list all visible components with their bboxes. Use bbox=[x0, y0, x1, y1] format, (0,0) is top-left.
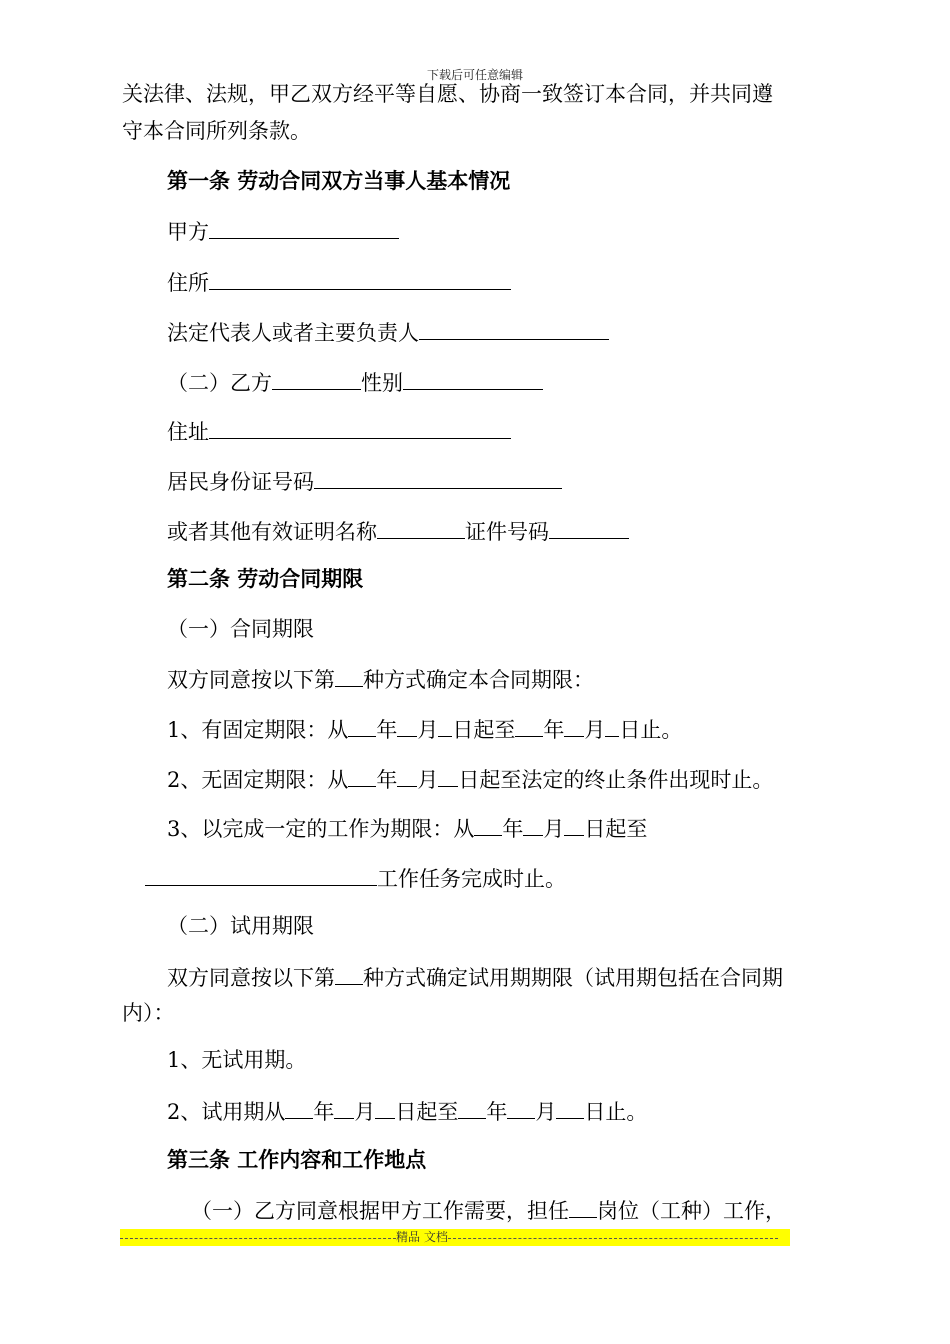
trial-dates-line bbox=[167, 1096, 647, 1126]
task-term-line bbox=[167, 813, 647, 843]
trial-method-blank bbox=[335, 962, 363, 985]
footer-dash-right bbox=[448, 1229, 778, 1239]
start-to-label: 日起至 bbox=[452, 718, 516, 742]
job-position-text-a: （一）乙方同意根据甲方工作需要，担任 bbox=[191, 1199, 569, 1223]
party-b-label: （二）乙方 bbox=[167, 371, 272, 395]
task-end-line bbox=[145, 863, 566, 893]
job-position-line bbox=[191, 1195, 786, 1225]
party-b-line bbox=[167, 367, 543, 397]
blank bbox=[564, 714, 584, 737]
residence-line bbox=[167, 267, 511, 297]
blank bbox=[474, 813, 502, 836]
task-blank bbox=[145, 863, 377, 886]
blank bbox=[507, 1096, 535, 1119]
year-label: 年 bbox=[486, 1100, 508, 1124]
other-cert-line bbox=[167, 516, 629, 546]
term-method-text-b: 种方式确定本合同期限： bbox=[363, 668, 594, 692]
cert-number-blank bbox=[549, 516, 629, 539]
open-term-label: 2、无固定期限：从 bbox=[167, 768, 349, 792]
contract-term-heading: （一）合同期限 bbox=[167, 617, 314, 641]
year-label: 年 bbox=[376, 718, 398, 742]
term-method-blank bbox=[335, 664, 363, 687]
footer-label: 精品 文档 bbox=[396, 1230, 448, 1244]
cert-number-label: 证件号码 bbox=[465, 520, 549, 544]
other-cert-label: 或者其他有效证明名称 bbox=[167, 520, 377, 544]
party-b-blank bbox=[272, 367, 361, 390]
blank bbox=[605, 714, 619, 737]
legal-rep-line bbox=[167, 317, 609, 347]
gender-label: 性别 bbox=[361, 371, 403, 395]
footer-dash-left bbox=[120, 1229, 396, 1239]
article-2-title: 第二条 劳动合同期限 bbox=[167, 566, 364, 591]
blank bbox=[458, 1096, 486, 1119]
trial-method-text-b: 种方式确定试用期期限（试用期包括在合同期 bbox=[363, 966, 783, 990]
id-number-blank bbox=[314, 466, 562, 489]
month-label: 月 bbox=[417, 768, 439, 792]
trial-method-text-a: 双方同意按以下第 bbox=[167, 966, 335, 990]
blank bbox=[564, 813, 584, 836]
address-blank bbox=[209, 416, 511, 439]
year-label: 年 bbox=[502, 817, 524, 841]
no-trial-line: 1、无试用期。 bbox=[167, 1048, 307, 1072]
blank bbox=[523, 813, 543, 836]
legal-rep-label: 法定代表人或者主要负责人 bbox=[167, 321, 419, 345]
term-method-text-a: 双方同意按以下第 bbox=[167, 668, 335, 692]
article-3-title: 第三条 工作内容和工作地点 bbox=[167, 1147, 427, 1172]
month-label: 月 bbox=[543, 817, 565, 841]
blank bbox=[397, 764, 417, 787]
page-header: 下载后可任意编辑 bbox=[426, 68, 523, 82]
blank bbox=[285, 1096, 313, 1119]
party-a-label: 甲方 bbox=[167, 220, 209, 244]
month-label: 月 bbox=[535, 1100, 557, 1124]
blank bbox=[334, 1096, 354, 1119]
year-label: 年 bbox=[543, 718, 565, 742]
blank bbox=[438, 764, 458, 787]
end-label: 日止。 bbox=[619, 718, 683, 742]
blank bbox=[348, 714, 376, 737]
blank bbox=[348, 764, 376, 787]
month-label: 月 bbox=[584, 718, 606, 742]
residence-label: 住所 bbox=[167, 271, 209, 295]
party-a-blank bbox=[209, 216, 399, 239]
trial-method-line bbox=[167, 962, 783, 992]
other-cert-blank bbox=[377, 516, 465, 539]
id-number-label: 居民身份证号码 bbox=[167, 470, 314, 494]
end-label: 日止。 bbox=[584, 1100, 648, 1124]
open-term-line bbox=[167, 764, 773, 794]
blank bbox=[375, 1096, 395, 1119]
intro-line-1: 关法律、法规，甲乙双方经平等自愿、协商一致签订本合同，并共同遵 bbox=[122, 82, 773, 106]
task-end-text: 工作任务完成时止。 bbox=[377, 867, 566, 891]
job-position-text-b: 岗位（工种）工作， bbox=[597, 1199, 786, 1223]
legal-rep-blank bbox=[419, 317, 609, 340]
start-to-label: 日起至 bbox=[584, 817, 648, 841]
footer-bar bbox=[120, 1229, 790, 1246]
gender-blank bbox=[403, 367, 543, 390]
month-label: 月 bbox=[417, 718, 439, 742]
term-method-line bbox=[167, 664, 594, 694]
year-label: 年 bbox=[313, 1100, 335, 1124]
trial-period-heading: （二）试用期限 bbox=[167, 914, 314, 938]
address-label: 住址 bbox=[167, 420, 209, 444]
residence-blank bbox=[209, 267, 511, 290]
article-1-title: 第一条 劳动合同双方当事人基本情况 bbox=[167, 168, 511, 193]
blank bbox=[556, 1096, 584, 1119]
blank bbox=[515, 714, 543, 737]
year-label: 年 bbox=[376, 768, 398, 792]
trial-dates-label: 2、试用期从 bbox=[167, 1100, 286, 1124]
id-number-line bbox=[167, 466, 562, 496]
job-position-blank bbox=[569, 1195, 597, 1218]
blank bbox=[397, 714, 417, 737]
blank bbox=[438, 714, 452, 737]
party-a-line bbox=[167, 216, 399, 246]
task-term-label: 3、以完成一定的工作为期限：从 bbox=[167, 817, 475, 841]
start-to-label: 日起至 bbox=[395, 1100, 459, 1124]
month-label: 月 bbox=[354, 1100, 376, 1124]
intro-line-2: 守本合同所列条款。 bbox=[122, 119, 311, 143]
address-line bbox=[167, 416, 511, 446]
fixed-term-line bbox=[167, 714, 682, 744]
trial-method-line-2: 内）： bbox=[122, 1001, 175, 1025]
fixed-term-label: 1、有固定期限：从 bbox=[167, 718, 349, 742]
open-term-text: 日起至法定的终止条件出现时止。 bbox=[458, 768, 774, 792]
